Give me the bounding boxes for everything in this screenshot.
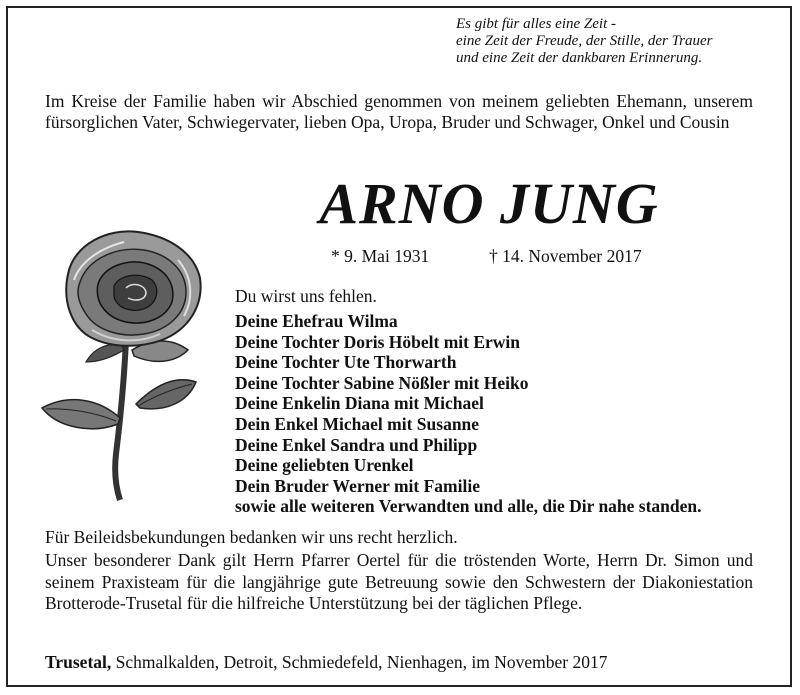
place-bold: Trusetal,	[45, 652, 112, 672]
place-and-date	[45, 652, 607, 673]
mourner-entry: Deine Enkel Sandra und Philipp	[235, 434, 478, 455]
motto-line: eine Zeit der Freude, der Stille, der Trauer	[456, 33, 713, 49]
deceased-name: ARNO JUNG	[319, 171, 659, 236]
intro-text: Im Kreise der Familie haben wir Abschied genommen von meinem geliebten Ehemann, unserem fürsorglichen Vater, Schwiegervater, lieben Opa, Uropa, Bruder und Schwager, Onkel und Cousin	[45, 91, 753, 132]
motto-line: und eine Zeit der dankbaren Erinnerung.	[456, 50, 703, 66]
mourner-entry: sowie alle weiteren Verwandten und alle, die Dir nahe standen.	[235, 496, 702, 517]
rose-icon	[28, 222, 218, 502]
place-rest: Schmalkalden, Detroit, Schmiedefeld, Nienhagen, im November 2017	[111, 652, 608, 672]
mourner-entry: Deine Enkelin Diana mit Michael	[235, 393, 484, 414]
death-date: † 14. November 2017	[489, 246, 642, 266]
mourner-entry: Dein Bruder Werner mit Familie	[235, 475, 480, 496]
mourner-entry: Deine Tochter Sabine Nößler mit Heiko	[235, 372, 529, 393]
mourner-entry: Dein Enkel Michael mit Susanne	[235, 413, 480, 434]
motto-verse	[456, 16, 776, 67]
special-thanks: Unser besonderer Dank gilt Herrn Pfarrer Oertel für die tröstenden Worte, Herrn Dr. Simon und seinem Praxisteam für die langjährige gute Betreuung sowie den Schwestern der Diakoniestation Brotterode-Trusetal für die hilfreiche Unterstützung bei der täglichen Pflege.	[45, 550, 753, 613]
farewell-line: Du wirst uns fehlen.	[235, 286, 377, 306]
mourners-list	[235, 311, 702, 517]
mourner-entry: Deine Tochter Ute Thorwarth	[235, 352, 457, 373]
mourner-entry: Deine geliebten Urenkel	[235, 455, 414, 476]
condolence-thanks: Für Beileidsbekundungen bedanken wir uns recht herzlich.	[45, 527, 458, 547]
birth-date: * 9. Mai 1931	[331, 246, 430, 266]
mourner-entry: Deine Tochter Doris Höbelt mit Erwin	[235, 331, 521, 352]
motto-line: Es gibt für alles eine Zeit -	[456, 16, 616, 32]
mourner-entry: Deine Ehefrau Wilma	[235, 311, 398, 331]
